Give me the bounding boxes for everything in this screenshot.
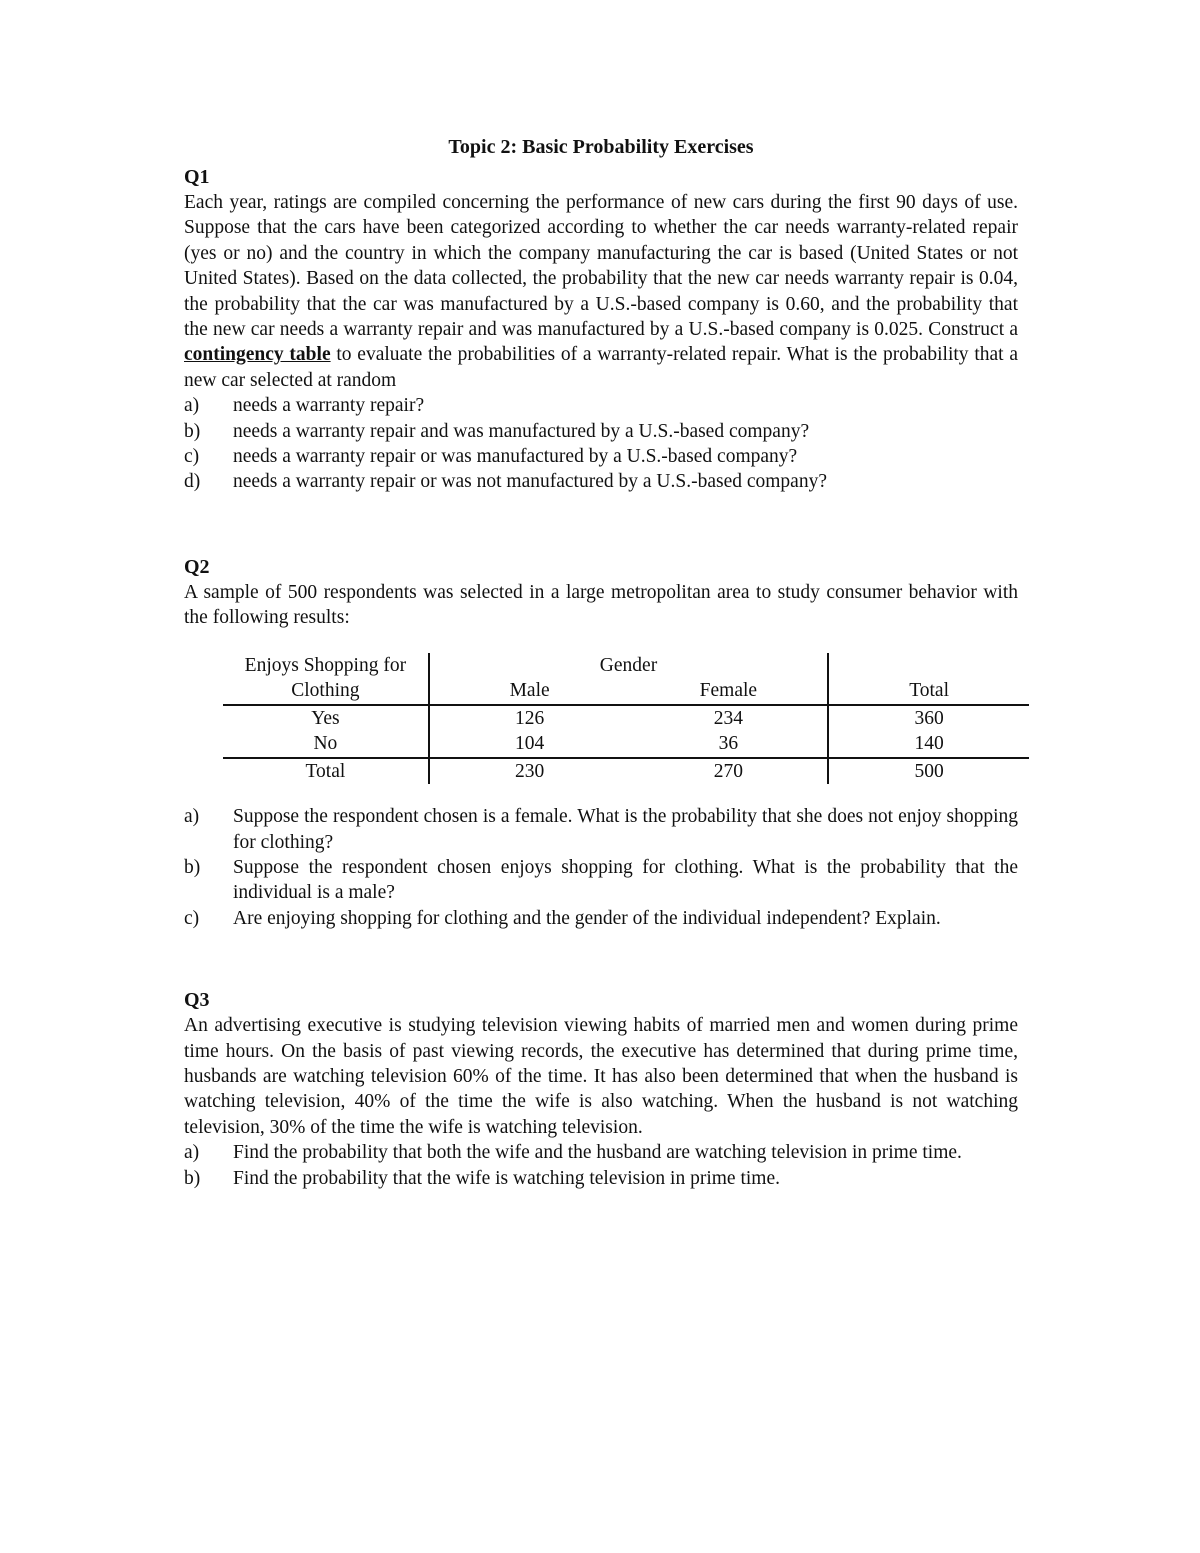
list-item	[184, 1140, 1018, 1165]
cell-total: 140	[828, 731, 1029, 758]
table-row	[223, 705, 1029, 732]
item-text: needs a warranty repair?	[233, 395, 425, 417]
question-1-emphasis: contingency table	[184, 344, 331, 366]
spacer	[184, 495, 1018, 554]
question-1-heading: Q1	[184, 166, 210, 188]
item-text: Suppose the respondent chosen enjoys shopping for clothing. What is the probability that the individual is a male?	[233, 857, 1018, 904]
question-1	[184, 164, 1018, 495]
cell-total: 360	[914, 707, 944, 729]
table-header-row	[223, 653, 1029, 679]
item-text: Find the probability that the wife is watching television in prime time.	[233, 1167, 780, 1189]
header-empty	[828, 653, 1029, 679]
row-label: Yes	[223, 705, 429, 732]
table-total-row	[223, 758, 1029, 785]
list-item	[184, 1166, 1018, 1191]
col-header-female: Female	[629, 678, 828, 705]
question-1-text	[184, 190, 1018, 393]
cell-male: 104	[429, 731, 630, 758]
cell-total: 500	[914, 760, 944, 782]
item-text: needs a warranty repair and was manufactured by a U.S.-based company?	[233, 420, 810, 442]
row-header-line2: Clothing	[223, 678, 429, 705]
question-1-text-after: to evaluate the probabilities of a warranty-related repair. What is the probability that a new car selected at random	[184, 344, 1018, 391]
question-2-items	[184, 804, 1018, 931]
list-item	[184, 444, 1018, 469]
group-header-gender: Gender	[429, 653, 828, 679]
question-2-heading: Q2	[184, 555, 210, 578]
item-label: a)	[184, 395, 200, 417]
item-label: b)	[184, 420, 201, 442]
row-header-line1: Enjoys Shopping for	[223, 653, 429, 679]
question-1-items	[184, 393, 1018, 495]
question-3	[184, 987, 1018, 1191]
item-text: needs a warranty repair or was manufactured by a U.S.-based company?	[233, 446, 798, 468]
col-header-male: Male	[429, 678, 630, 705]
item-label: a)	[184, 806, 200, 828]
question-3-text: An advertising executive is studying television viewing habits of married men and women during prime time hours. On the basis of past viewing records, the executive has determined that during prime time, husbands are watching television 60% of the time. It has also been determined that when the husband is watching television, 40% of the time the wife is also watching. When the husband is not watching television, 30% of the time the wife is watching television.	[184, 1015, 1018, 1138]
item-label: a)	[184, 1142, 200, 1164]
question-3-items	[184, 1140, 1018, 1191]
table-header-row	[223, 678, 1029, 705]
list-item	[184, 906, 1018, 931]
document-page	[184, 130, 1018, 1191]
row-label: No	[223, 731, 429, 758]
item-text: Find the probability that both the wife and the husband are watching television in prime time.	[233, 1142, 962, 1164]
col-header-total: Total	[828, 678, 1029, 705]
cell-female: 36	[629, 731, 828, 758]
item-label: b)	[184, 857, 201, 878]
item-label: d)	[184, 471, 201, 493]
question-2	[184, 554, 1018, 931]
list-item	[184, 855, 1018, 906]
item-label: b)	[184, 1167, 201, 1189]
item-label: c)	[184, 907, 200, 929]
spacer	[184, 931, 1018, 987]
list-item	[184, 804, 1018, 855]
list-item	[184, 469, 1018, 494]
question-2-text: A sample of 500 respondents was selected in a large metropolitan area to study consumer behavior with the following results:	[184, 581, 1018, 629]
row-label: Total	[223, 758, 429, 785]
cell-male: 230	[515, 760, 545, 782]
question-1-text-before: Each year, ratings are compiled concerning the performance of new cars during the first 90 days of use. Suppose that the cars have been categorized according to whether the car needs warranty-related repair (yes or no) and the country in which the company manufacturing the car is based (United States or not United States). Based on the data collected, the probability that the new car needs warranty repair is 0.04, the probability that the car was manufactured by a U.S.-based company is 0.60, and the probability that the new car needs a warranty repair and was manufactured by a U.S.-based company is 0.025. Construct a	[184, 192, 1018, 341]
page-title: Topic 2: Basic Probability Exercises	[448, 136, 754, 158]
list-item	[184, 419, 1018, 444]
item-label: c)	[184, 446, 200, 468]
list-item	[184, 393, 1018, 418]
item-text: Are enjoying shopping for clothing and the gender of the individual independent? Explain.	[233, 907, 941, 929]
contingency-table	[223, 653, 1029, 785]
item-text: Suppose the respondent chosen is a female. What is the probability that she does not enjoy shopping for clothing?	[233, 806, 1018, 853]
table-row	[223, 731, 1029, 758]
cell-female: 270	[629, 758, 828, 785]
cell-male: 126	[515, 707, 545, 729]
cell-female: 234	[629, 705, 828, 732]
item-text: needs a warranty repair or was not manufactured by a U.S.-based company?	[233, 471, 827, 493]
question-3-heading: Q3	[184, 989, 210, 1012]
